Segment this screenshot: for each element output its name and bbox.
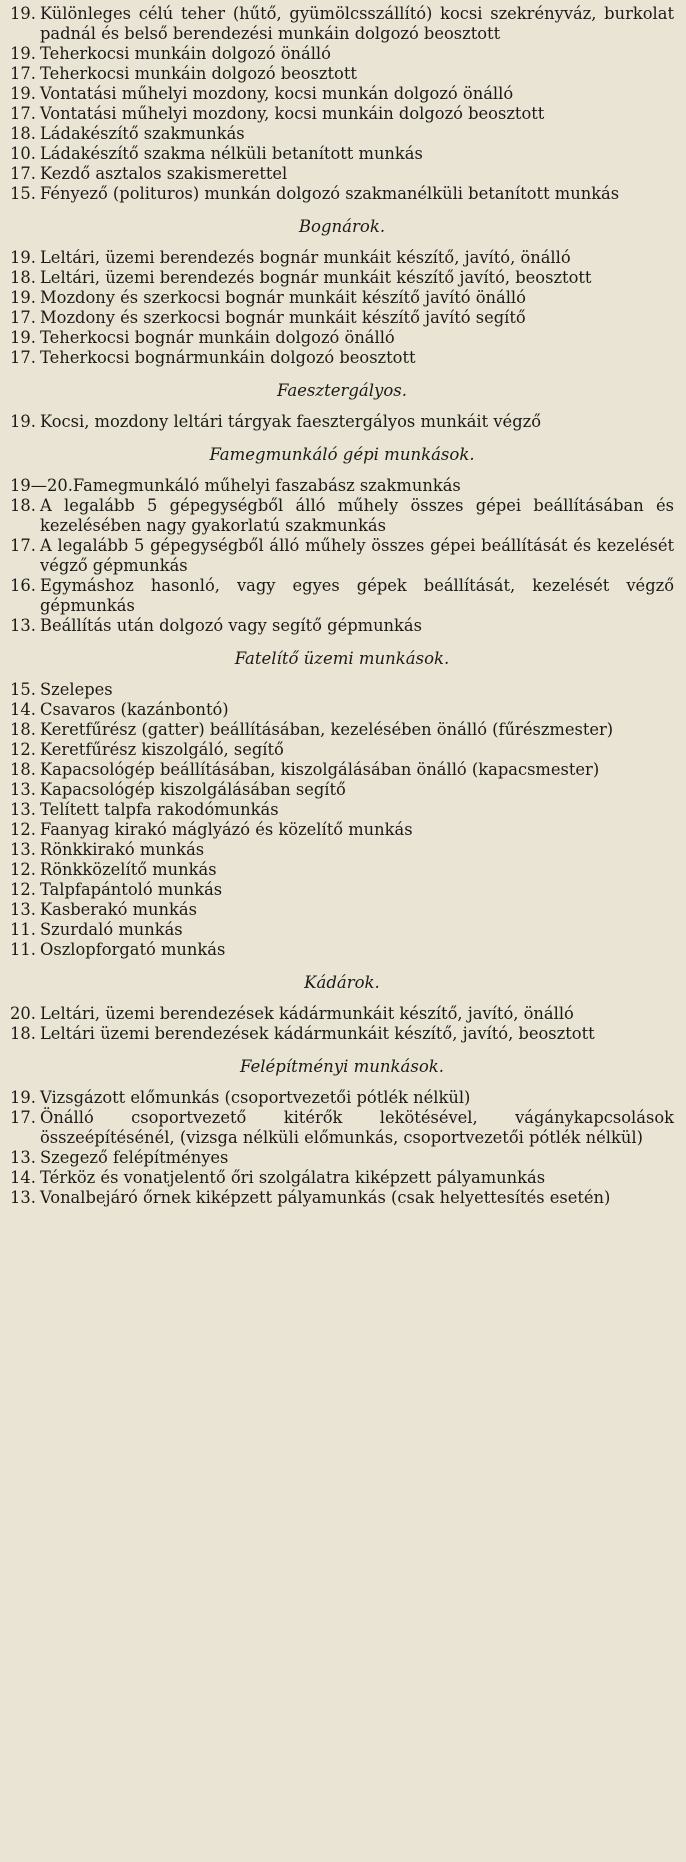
- list-item: [10, 1004, 674, 1024]
- section: [10, 649, 674, 960]
- wage-category: 17.: [10, 104, 36, 123]
- job-title: Beállítás után dolgozó vagy segítő gépmunkás: [40, 616, 422, 635]
- section: [10, 973, 674, 1044]
- list-item: [10, 248, 674, 268]
- wage-category: 20.: [10, 1004, 36, 1023]
- list-item: [10, 1188, 674, 1208]
- wage-category: 18.: [10, 268, 36, 287]
- wage-category: 17.: [10, 164, 36, 183]
- section: [10, 217, 674, 368]
- job-title: Rönkközelítő munkás: [40, 860, 217, 879]
- wage-category: 17.: [10, 64, 36, 83]
- job-title: Kocsi, mozdony leltári tárgyak faesztergályos munkáit végző: [40, 412, 541, 431]
- list-item: [10, 124, 674, 144]
- wage-category: 15.: [10, 680, 36, 699]
- list-item: [10, 308, 674, 328]
- wage-category: 11.: [10, 940, 36, 959]
- wage-category: 13.: [10, 1148, 36, 1167]
- section-heading: Kádárok.: [304, 973, 380, 992]
- wage-category: 19.: [10, 84, 36, 103]
- wage-category: 17.: [10, 1108, 36, 1127]
- list-item: [10, 840, 674, 860]
- job-title: Leltári, üzemi berendezés bognár munkáit készítő, javító, önálló: [40, 248, 571, 267]
- wage-category: 11.: [10, 920, 36, 939]
- section-heading: Bognárok.: [298, 217, 386, 236]
- job-title: Oszlopforgató munkás: [40, 940, 226, 959]
- list-item: [10, 268, 674, 288]
- list-item: [10, 1024, 674, 1044]
- wage-category: 13.: [10, 900, 36, 919]
- section: [10, 4, 674, 204]
- wage-category: 17.: [10, 536, 36, 555]
- job-title: Kapacsológép kiszolgálásában segítő: [40, 780, 346, 799]
- wage-category: 13.: [10, 840, 36, 859]
- list-item: [10, 288, 674, 308]
- job-title: Teherkocsi bognár munkáin dolgozó önálló: [40, 328, 395, 347]
- list-item: [10, 64, 674, 84]
- wage-category: 10.: [10, 144, 36, 163]
- section: [10, 381, 674, 432]
- wage-category: 12.: [10, 860, 36, 879]
- list-item: [10, 1108, 674, 1148]
- job-title: Talpfapántoló munkás: [40, 880, 223, 899]
- wage-category: 19.: [10, 1088, 36, 1107]
- section: [10, 445, 674, 636]
- job-title: Kezdő asztalos szakismerettel: [40, 164, 288, 183]
- wage-category: 17.: [10, 308, 36, 327]
- wage-category: 19.: [10, 4, 36, 23]
- job-title: Leltári üzemi berendezések kádármunkáit készítő, javító, beosztott: [40, 1024, 595, 1043]
- wage-category: 18.: [10, 124, 36, 143]
- wage-category: 12.: [10, 740, 36, 759]
- job-title: Mozdony és szerkocsi bognár munkáit készítő javító önálló: [40, 288, 526, 307]
- job-title: Vontatási műhelyi mozdony, kocsi munkáin dolgozó beosztott: [40, 104, 545, 123]
- list-item: [10, 144, 674, 164]
- list-item: [10, 576, 674, 616]
- job-title: A legalább 5 gépegységből álló műhely összes gépei beállítását és kezelését végző gépmunkás: [40, 536, 674, 575]
- wage-category: 19.: [10, 328, 36, 347]
- list-item: [10, 1088, 674, 1108]
- wage-category: 14.: [10, 1168, 36, 1187]
- section-heading: Faesztergályos.: [276, 381, 408, 400]
- wage-category: 19—20.: [10, 476, 73, 495]
- list-item: [10, 800, 674, 820]
- list-item: [10, 760, 674, 780]
- job-title: Keretfűrész (gatter) beállításában, kezelésében önálló (fűrészmester): [40, 720, 614, 739]
- list-item: [10, 940, 674, 960]
- job-title: Vontatási műhelyi mozdony, kocsi munkán dolgozó önálló: [40, 84, 514, 103]
- job-title: Teherkocsi munkáin dolgozó önálló: [40, 44, 331, 63]
- job-title: Famegmunkáló műhelyi fa​szabász szakmunkás: [72, 476, 461, 495]
- list-item: [10, 164, 674, 184]
- wage-category: 19.: [10, 44, 36, 63]
- wage-category: 13.: [10, 800, 36, 819]
- job-title: Ládakészítő szakmunkás: [40, 124, 245, 143]
- job-title: Különleges célú teher (hűtő, gyümölcsszállító) kocsi szekrényváz, burkolat padnál és belső berendezési munkáin dolgozó beosztott: [40, 4, 674, 43]
- wage-category: 19.: [10, 288, 36, 307]
- list-item: [10, 720, 674, 740]
- section-heading: Felépítményi munkások.: [239, 1057, 445, 1076]
- list-item: [10, 496, 674, 536]
- wage-category: 19.: [10, 412, 36, 431]
- job-title: Rönkkirakó munkás: [40, 840, 205, 859]
- wage-category: 14.: [10, 700, 36, 719]
- job-title: Szurdaló munkás: [40, 920, 183, 939]
- list-item: [10, 860, 674, 880]
- job-title: Kasberakó munkás: [40, 900, 197, 919]
- wage-category: 12.: [10, 820, 36, 839]
- list-item: [10, 348, 674, 368]
- wage-category: 16.: [10, 576, 36, 595]
- job-title: Szegező felépítményes: [40, 1148, 229, 1167]
- wage-category: 12.: [10, 880, 36, 899]
- job-title: Térköz és vonatjelentő őri szolgálatra kiképzett pályamunkás: [40, 1168, 546, 1187]
- section-heading: Fatelítő üzemi munkások.: [234, 649, 450, 668]
- job-title: Telített talpfa rakodómunkás: [40, 800, 279, 819]
- wage-category: 18.: [10, 496, 36, 515]
- list-item: [10, 1148, 674, 1168]
- job-title: Faanyag kirakó máglyázó és közelítő munkás: [40, 820, 413, 839]
- job-title: Vonalbejáró őrnek kiképzett pályamunkás (csak helyettesítés esetén): [40, 1188, 611, 1207]
- list-item: [10, 184, 674, 204]
- list-item: [10, 44, 674, 64]
- section-heading: Famegmunkáló gépi munkások.: [209, 445, 475, 464]
- job-title: Szelepes: [40, 680, 113, 699]
- job-title: Ládakészítő szakma nélküli betanított munkás: [40, 144, 423, 163]
- list-item: [10, 780, 674, 800]
- job-title: Teherkocsi munkáin dolgozó beosztott: [40, 64, 357, 83]
- wage-category: 18.: [10, 720, 36, 739]
- list-item: [10, 880, 674, 900]
- job-title: Fényező (polituros) munkán dolgozó szakmanélküli betanított munkás: [40, 184, 620, 203]
- job-title: Keretfűrész kiszolgáló, segítő: [40, 740, 284, 759]
- list-item: [10, 412, 674, 432]
- list-item: [10, 920, 674, 940]
- job-title: Önálló csoportvezető kitérők lekötésével, vágánykapcsolások összeépítésénél, (vizsga nélküli előmunkás, csoportvezetői pótlék nélkül): [40, 1108, 674, 1147]
- list-item: [10, 104, 674, 124]
- job-title: Csavaros (kazánbontó): [40, 700, 229, 719]
- job-title: A legalább 5 gépegységből álló műhely összes gépei beállításában és kezelésében nagy gyakorlatú szakmunkás: [40, 496, 674, 535]
- list-item: [10, 700, 674, 720]
- section: [10, 1057, 674, 1208]
- list-item: [10, 536, 674, 576]
- job-title: Egymáshoz hasonló, vagy egyes gépek beállítását, kezelését végző gépmunkás: [40, 576, 674, 615]
- job-title: Teherkocsi bognármunkáin dolgozó beosztott: [40, 348, 416, 367]
- wage-category: 13.: [10, 1188, 36, 1207]
- wage-category: 13.: [10, 780, 36, 799]
- wage-category: 18.: [10, 760, 36, 779]
- job-title: Leltári, üzemi berendezések kádármunkáit készítő, javító, önálló: [40, 1004, 574, 1023]
- list-item: [10, 680, 674, 700]
- list-item: [10, 900, 674, 920]
- job-title: Vizsgázott előmunkás (csoportvezetői pótlék nélkül): [40, 1088, 471, 1107]
- wage-category: 19.: [10, 248, 36, 267]
- job-title: Kapacsológép beállításában, kiszolgálásában önálló (kapacsmester): [40, 760, 600, 779]
- list-item: [10, 616, 674, 636]
- list-item: [10, 740, 674, 760]
- list-item: [10, 84, 674, 104]
- wage-category: 15.: [10, 184, 36, 203]
- job-title: Leltári, üzemi berendezés bognár munkáit készítő javító, beosztott: [40, 268, 592, 287]
- job-title: Mozdony és szerkocsi bognár munkáit készítő javító segítő: [40, 308, 526, 327]
- wage-category: 13.: [10, 616, 36, 635]
- wage-category: 17.: [10, 348, 36, 367]
- list-item: [10, 820, 674, 840]
- list-item: [10, 328, 674, 348]
- list-item: [10, 4, 674, 44]
- wage-category: 18.: [10, 1024, 36, 1043]
- list-item: [10, 476, 674, 496]
- list-item: [10, 1168, 674, 1188]
